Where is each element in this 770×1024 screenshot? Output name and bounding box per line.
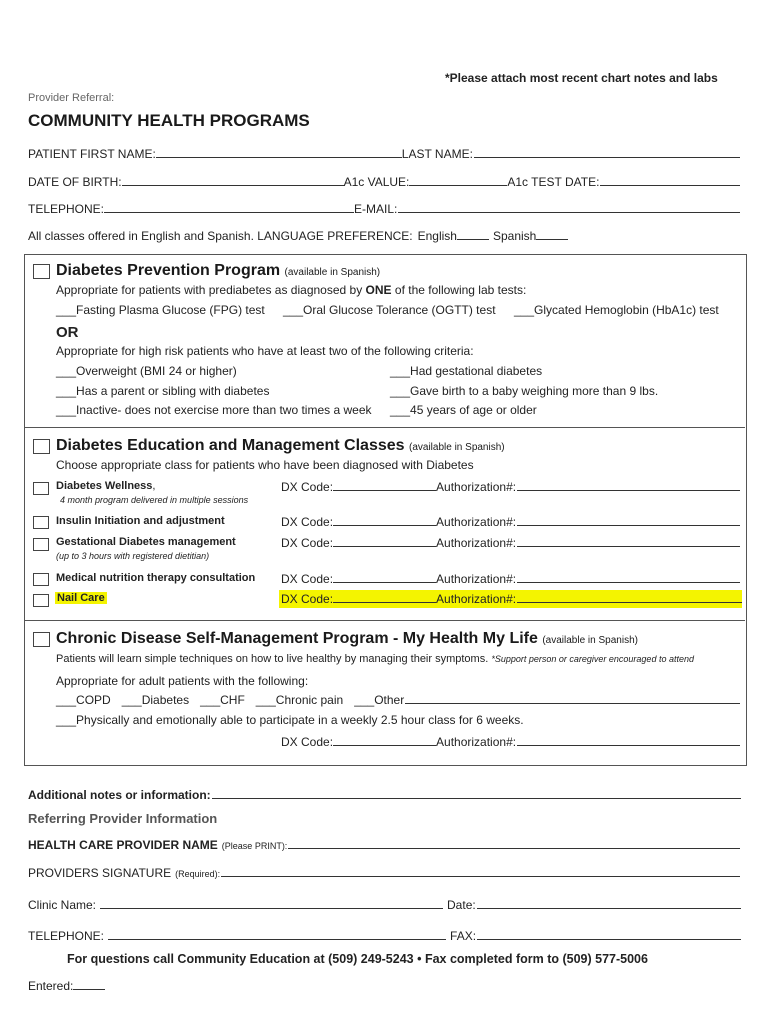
entered-row — [28, 979, 105, 993]
language-text: All classes offered in English and Spanish. LANGUAGE PREFERENCE: — [28, 229, 413, 243]
class-nail-care: Nail Care — [57, 592, 105, 604]
condition-copd[interactable]: ___COPD — [56, 693, 111, 707]
authorization-field[interactable] — [517, 536, 740, 547]
dpp-available: (available in Spanish) — [284, 267, 381, 278]
a1c-date-label: A1c TEST DATE: — [507, 175, 600, 189]
provider-name-note: (Please PRINT): — [221, 841, 288, 851]
signature-row — [28, 866, 740, 880]
criteria-large-baby[interactable]: ___Gave birth to a baby weighing more than 9 lbs. — [390, 384, 659, 398]
authorization-field[interactable] — [517, 592, 742, 603]
dx-code-field[interactable] — [333, 536, 436, 547]
cdsmp-available: (available in Spanish) — [542, 635, 638, 646]
class-diabetes-wellness-note: 4 month program delivered in multiple sessions — [60, 495, 249, 505]
date-label: Date: — [447, 898, 476, 912]
divider — [25, 427, 745, 428]
class-checkbox[interactable] — [33, 516, 49, 529]
dx-auth-row: DX Code: Authorization#: — [281, 480, 740, 494]
lang-spanish-label: Spanish — [492, 229, 537, 243]
provider-name-field[interactable] — [288, 838, 740, 849]
dx-auth-row: DX Code: Authorization#: — [281, 572, 740, 586]
entered-field[interactable] — [73, 979, 105, 990]
additional-notes-field[interactable] — [212, 788, 741, 799]
programs-panel — [24, 254, 747, 766]
footer-contact: For questions call Community Education at (509) 249-5243 • Fax completed form to (509) 577-5006 — [67, 952, 648, 966]
class-gestational-note: (up to 3 hours with registered dietitian) — [56, 551, 210, 561]
demc-checkbox[interactable] — [33, 439, 50, 454]
last-name-field[interactable] — [474, 147, 740, 158]
condition-other[interactable]: ___Other — [354, 693, 405, 707]
class-mnt: Medical nutrition therapy consultation — [56, 572, 256, 584]
cdsmp-checkbox[interactable] — [33, 632, 50, 647]
signature-field[interactable] — [221, 866, 740, 877]
class-checkbox[interactable] — [33, 594, 49, 607]
dpp-title: Diabetes Prevention Program (available in Spanish) — [56, 262, 381, 279]
dx-auth-row: DX Code: Authorization#: — [281, 536, 740, 550]
condition-chf[interactable]: ___CHF — [200, 693, 245, 707]
condition-other-field[interactable] — [405, 693, 740, 704]
dx-code-field[interactable] — [333, 480, 436, 491]
clinic-field[interactable] — [100, 898, 443, 909]
additional-notes-row — [28, 788, 741, 802]
language-row — [28, 229, 568, 243]
page-title: COMMUNITY HEALTH PROGRAMS — [28, 111, 310, 130]
class-checkbox[interactable] — [33, 538, 49, 551]
referral-label: Provider Referral: — [28, 92, 115, 104]
first-name-field[interactable] — [156, 147, 402, 158]
telephone-label: TELEPHONE: — [28, 202, 105, 216]
patient-name-row — [28, 147, 740, 161]
patient-dob-row — [28, 175, 740, 189]
authorization-field[interactable] — [517, 480, 740, 491]
a1c-date-field[interactable] — [600, 175, 740, 186]
dx-auth-row: DX Code: Authorization#: — [281, 515, 740, 529]
additional-notes-label: Additional notes or information: — [28, 788, 211, 802]
entered-label: Entered: — [28, 979, 74, 993]
cdsmp-title: Chronic Disease Self-Management Program - My Health My Life (available in Spanish) — [56, 630, 638, 647]
last-name-label: LAST NAME: — [401, 147, 473, 161]
condition-chronic-pain[interactable]: ___Chronic pain — [255, 693, 344, 707]
lang-english-field[interactable] — [457, 229, 489, 240]
provider-name-label: HEALTH CARE PROVIDER NAME — [28, 838, 218, 852]
signature-note: (Required): — [175, 869, 221, 879]
provider-telephone-field[interactable] — [108, 929, 446, 940]
patient-contact-row — [28, 202, 740, 216]
lang-english-label: English — [417, 229, 457, 243]
criteria-inactive[interactable]: ___Inactive- does not exercise more than two times a week — [56, 403, 372, 417]
cdsmp-description: Patients will learn simple techniques on how to live healthy by managing their symptoms. *Support person or caregiver encouraged to attend — [56, 653, 694, 665]
fax-label: FAX: — [450, 929, 477, 943]
provider-name-row — [28, 838, 740, 852]
dpp-test-hba1c[interactable]: ___Glycated Hemoglobin (HbA1c) test — [514, 303, 719, 317]
dx-auth-row: DX Code: Authorization#: — [281, 735, 740, 749]
dx-code-field[interactable] — [333, 592, 436, 603]
fax-field[interactable] — [477, 929, 741, 940]
dob-field[interactable] — [122, 175, 344, 186]
cdsmp-conditions-intro: Appropriate for adult patients with the following: — [56, 674, 309, 688]
demc-title: Diabetes Education and Management Classes (available in Spanish) — [56, 437, 505, 454]
first-name-label: PATIENT FIRST NAME: — [28, 147, 156, 161]
class-checkbox[interactable] — [33, 482, 49, 495]
cdsmp-participate[interactable]: ___Physically and emotionally able to participate in a weekly 2.5 hour class for 6 weeks. — [56, 713, 524, 727]
a1c-value-label: A1c VALUE: — [343, 175, 410, 189]
demc-available: (available in Spanish) — [409, 442, 505, 453]
demc-description: Choose appropriate class for patients who have been diagnosed with Diabetes — [56, 458, 474, 472]
criteria-gestational[interactable]: ___Had gestational diabetes — [390, 364, 543, 378]
signature-label: PROVIDERS SIGNATURE — [28, 866, 172, 880]
clinic-label: Clinic Name: — [28, 898, 97, 912]
condition-diabetes[interactable]: ___Diabetes — [121, 693, 190, 707]
dob-label: DATE OF BIRTH: — [28, 175, 122, 189]
divider — [25, 620, 745, 621]
dpp-description: Appropriate for patients with prediabetes as diagnosed by ONE of the following lab tests: — [56, 283, 527, 297]
provider-telephone-label: TELEPHONE: — [28, 929, 105, 943]
criteria-age[interactable]: ___45 years of age or older — [390, 403, 537, 417]
provider-contact-row — [28, 929, 741, 943]
dpp-test-ogtt[interactable]: ___Oral Glucose Tolerance (OGTT) test — [283, 303, 496, 317]
email-label: E-MAIL: — [354, 202, 398, 216]
class-checkbox[interactable] — [33, 573, 49, 586]
date-field[interactable] — [477, 898, 741, 909]
email-field[interactable] — [398, 202, 740, 213]
dx-code-field[interactable] — [333, 572, 436, 583]
dx-code-field[interactable] — [333, 515, 436, 526]
dx-auth-row: DX Code: Authorization#: — [279, 590, 742, 608]
class-diabetes-wellness: Diabetes Wellness, — [56, 480, 156, 492]
a1c-value-field[interactable] — [409, 175, 507, 186]
dx-code-field[interactable] — [333, 735, 436, 746]
dpp-criteria-intro: Appropriate for high risk patients who have at least two of the following criteria: — [56, 344, 474, 358]
authorization-field[interactable] — [517, 572, 740, 583]
dpp-checkbox[interactable] — [33, 264, 50, 279]
authorization-field[interactable] — [517, 515, 740, 526]
clinic-row — [28, 898, 741, 912]
telephone-field[interactable] — [104, 202, 354, 213]
lang-spanish-field[interactable] — [536, 229, 568, 240]
dpp-or: OR — [56, 324, 79, 341]
dpp-test-fpg[interactable]: ___Fasting Plasma Glucose (FPG) test — [56, 303, 265, 317]
attach-note: *Please attach most recent chart notes and labs — [445, 71, 718, 85]
support-note: *Support person or caregiver encouraged to attend — [491, 654, 694, 664]
class-gestational: Gestational Diabetes management — [56, 536, 236, 548]
criteria-overweight[interactable]: ___Overweight (BMI 24 or higher) — [56, 364, 237, 378]
criteria-family-history[interactable]: ___Has a parent or sibling with diabetes — [56, 384, 270, 398]
cdsmp-conditions-row — [56, 693, 740, 707]
authorization-field[interactable] — [517, 735, 740, 746]
class-insulin: Insulin Initiation and adjustment — [56, 515, 225, 527]
referring-heading: Referring Provider Information — [28, 811, 218, 826]
